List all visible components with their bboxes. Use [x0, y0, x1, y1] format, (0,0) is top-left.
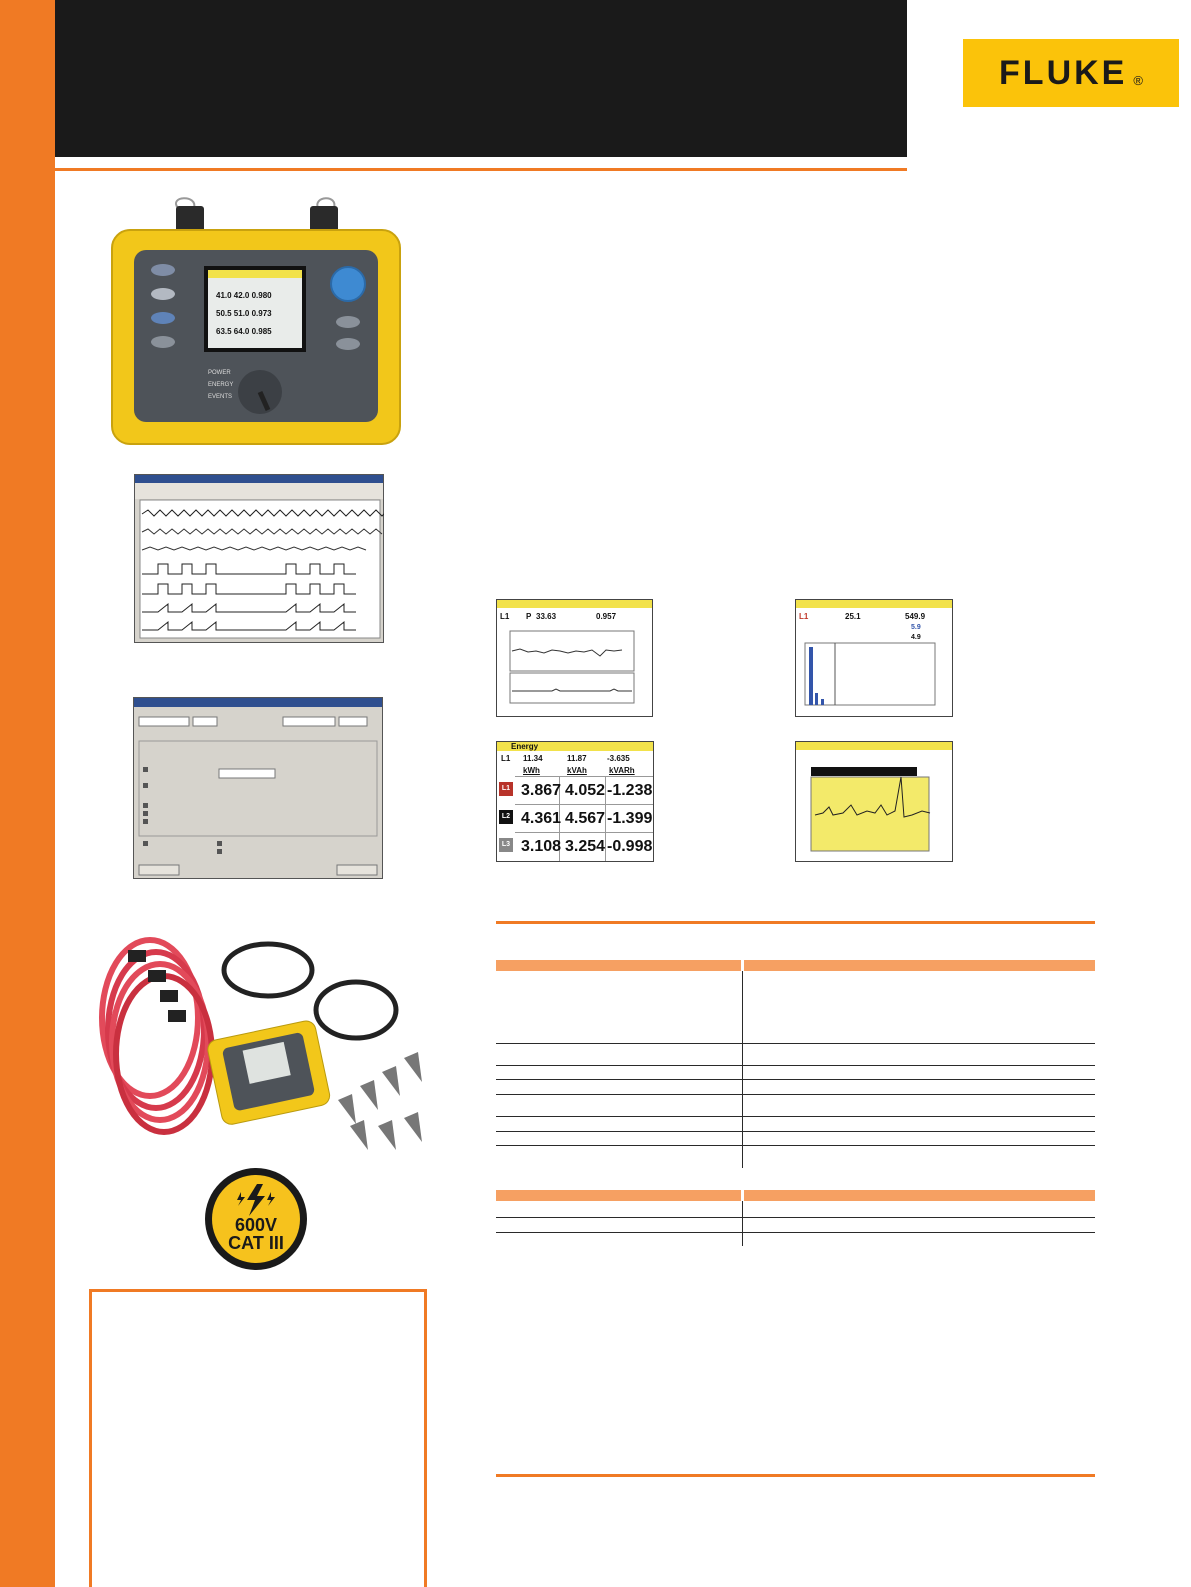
lightning-bolt-icon	[235, 1182, 277, 1218]
software-trend-screenshot	[134, 474, 384, 643]
table1-row-line	[496, 1145, 1095, 1146]
energy-l1-kwh: 3.867	[521, 782, 562, 799]
screen-energy: Energy L1 11.34 11.87 -3.635 kWh kVAh kVARh L1 L2 L3 3.867 4.052 -1.238 4.361 4.567 -1.399 3.108 3.254 -0.998	[496, 741, 654, 862]
energy-l1-kvarh: -1.238	[607, 782, 653, 799]
harmonic-value-b: 4.9	[911, 634, 921, 641]
software-report-dialog-screenshot	[133, 697, 383, 879]
svg-text:50.5 51.0 0.973: 50.5 51.0 0.973	[216, 309, 272, 318]
energy-total-kvah: 11.87	[567, 754, 587, 763]
thd-value: 25.1	[845, 612, 861, 621]
current-probes-photo	[88, 930, 433, 1165]
phase-l3-tag: L3	[499, 838, 513, 852]
rms-value: 549.9	[905, 612, 926, 621]
table1-col-divider	[742, 971, 743, 1168]
energy-l3-kvarh: -0.998	[607, 838, 653, 855]
energy-l2-kvarh: -1.399	[607, 810, 653, 827]
header-divider	[55, 168, 907, 171]
table1-row-line	[496, 1065, 1095, 1066]
energy-title: Energy	[511, 742, 539, 751]
table1-row-line	[496, 1131, 1095, 1132]
energy-l2-kvah: 4.567	[565, 810, 606, 827]
table1-row-line	[496, 1079, 1095, 1080]
screen-events	[795, 741, 953, 862]
svg-text:ENERGY: ENERGY	[208, 382, 234, 388]
table2-header-right	[744, 1190, 1095, 1201]
table2-col-divider	[742, 1201, 743, 1246]
table1-row-line	[496, 1043, 1095, 1044]
svg-text:L1: L1	[500, 612, 510, 621]
screen-power	[496, 599, 653, 717]
energy-total-kvarh: -3.635	[607, 754, 630, 763]
section-rule-bottom	[496, 1474, 1095, 1477]
table1-row-line	[496, 1116, 1095, 1117]
unit-kwh: kWh	[523, 766, 540, 775]
table2-header-left	[496, 1190, 741, 1201]
energy-l1-kvah: 4.052	[565, 782, 606, 799]
power-logger-photo	[108, 196, 403, 446]
section-rule-top	[496, 921, 1095, 924]
phase-l1-tag: L1	[499, 782, 513, 796]
phase-l2-tag: L2	[499, 810, 513, 824]
energy-l3-kvah: 3.254	[565, 838, 606, 855]
table1-row-line	[496, 1094, 1095, 1095]
registered-mark: ®	[1133, 72, 1143, 88]
table2-row-line	[496, 1232, 1095, 1233]
badge-voltage: 600V	[234, 1215, 278, 1235]
table1-header-right	[744, 960, 1095, 971]
svg-text:63.5 64.0 0.985: 63.5 64.0 0.985	[216, 327, 272, 336]
power-value: 33.63	[536, 612, 557, 621]
left-accent-bar	[0, 0, 55, 1587]
badge-category: CAT III	[228, 1233, 284, 1253]
power-factor-value: 0.957	[596, 612, 617, 621]
svg-text:EVENTS: EVENTS	[208, 394, 233, 400]
info-box	[89, 1289, 427, 1587]
screen-harmonics	[795, 599, 953, 717]
svg-text:L1: L1	[799, 612, 809, 621]
unit-kvarh: kVARh	[609, 766, 635, 775]
svg-text:POWER: POWER	[208, 370, 231, 376]
svg-text:41.0 42.0 0.980: 41.0 42.0 0.980	[216, 291, 272, 300]
table1-header-left	[496, 960, 741, 971]
header-band	[55, 0, 907, 157]
logo-wordmark: FLUKE	[999, 53, 1128, 92]
table2-row-line	[496, 1217, 1095, 1218]
fluke-logo	[963, 39, 1179, 107]
energy-l3-kwh: 3.108	[521, 838, 562, 855]
svg-text:P: P	[526, 612, 532, 621]
unit-kvah: kVAh	[567, 766, 587, 775]
cat-rating-badge	[205, 1168, 307, 1270]
energy-l2-kwh: 4.361	[521, 810, 562, 827]
energy-total-kwh: 11.34	[523, 754, 543, 763]
harmonic-value-a: 5.9	[911, 624, 921, 631]
